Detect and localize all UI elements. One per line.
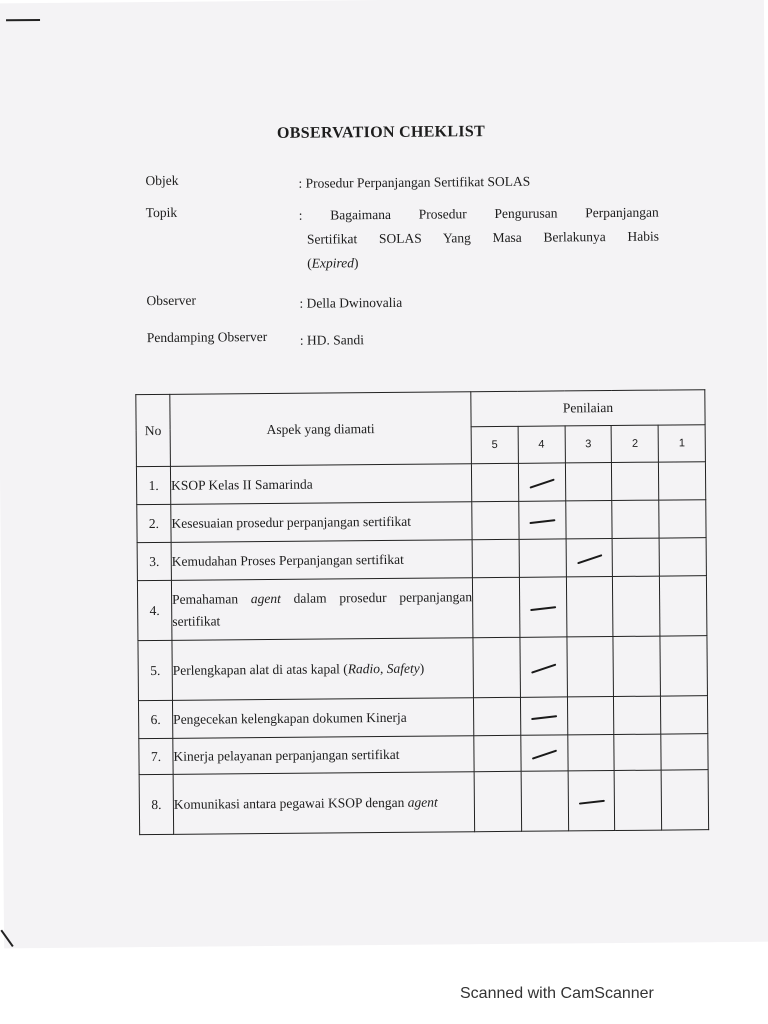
info-objek-label: Objek (145, 172, 179, 189)
score-cell-4 (520, 697, 567, 735)
info-pendamping-label: Pendamping Observer (146, 329, 268, 346)
row-number: 4. (137, 580, 172, 640)
checklist-body (136, 462, 708, 835)
score-cell-4 (520, 637, 567, 697)
score-cell-2 (612, 462, 659, 500)
score-cell-3 (567, 637, 614, 697)
topik-line-1: : Bagaimana Prosedur Pengurusan Perpanjangan (298, 204, 659, 223)
scanner-watermark: Scanned with CamScanner (460, 985, 654, 1002)
score-cell-2 (613, 576, 660, 636)
check-mark (531, 715, 557, 720)
document-title: OBSERVATION CHEKLIST (276, 123, 486, 142)
aspect-text: Pemahaman (172, 590, 251, 607)
row-aspect (173, 736, 474, 775)
check-mark (529, 519, 555, 524)
row-number: 2. (137, 504, 171, 542)
aspect-text: Kinerja pelayanan perpanjangan sertifikat (173, 746, 400, 764)
score-cell-1 (661, 734, 708, 770)
checklist-table (135, 389, 709, 835)
table-row (137, 538, 706, 581)
score-cell-2 (614, 770, 661, 830)
row-number: 7. (139, 738, 173, 774)
check-mark (529, 478, 554, 488)
header-score: 4 (518, 426, 565, 463)
score-cell-5 (473, 697, 520, 735)
score-cell-2 (614, 696, 661, 734)
aspect-text: KSOP Kelas II Samarinda (171, 476, 313, 493)
header-no: No (136, 394, 171, 466)
score-cell-1 (661, 770, 708, 830)
info-pendamping-value: : HD. Sandi (299, 332, 365, 348)
check-mark (530, 606, 556, 611)
score-cell-5 (472, 577, 519, 637)
table-row (139, 734, 708, 775)
row-aspect (173, 772, 475, 835)
score-cell-4 (521, 735, 568, 771)
table-row (139, 770, 709, 835)
header-aspect: Aspek yang diamati (170, 392, 472, 467)
row-aspect (171, 578, 473, 641)
score-cell-5 (471, 463, 518, 501)
score-cell-2 (612, 538, 659, 576)
aspect-text: agent (250, 590, 281, 606)
header-score: 5 (471, 426, 518, 463)
score-cell-3 (567, 697, 614, 735)
topik-line-2: Sertifikat SOLAS Yang Masa Berlakunya Habis (306, 228, 660, 247)
check-mark (578, 799, 604, 804)
score-cell-3 (565, 463, 612, 501)
header-score: 1 (658, 425, 705, 462)
table-row (138, 696, 707, 739)
score-cell-1 (659, 538, 706, 576)
score-cell-3 (566, 539, 613, 577)
aspect-text: ) (419, 660, 425, 676)
edge-mark (0, 930, 13, 947)
aspect-text: Komunikasi antara pegawai KSOP dengan (173, 794, 408, 812)
header-penilaian: Penilaian (471, 390, 705, 427)
score-cell-1 (659, 500, 706, 538)
score-cell-5 (472, 501, 519, 539)
topik-line-3-open: ( (307, 255, 312, 271)
score-cell-2 (614, 734, 661, 770)
row-number: 5. (138, 640, 173, 700)
topik-line-3-close: ) (353, 255, 359, 271)
row-aspect (171, 502, 472, 543)
check-mark (531, 663, 556, 673)
info-objek-value: : Prosedur Perpanjangan Sertifikat SOLAS (298, 173, 531, 191)
aspect-text: Perlengkapan alat di atas kapal ( (172, 660, 348, 678)
row-number: 3. (137, 542, 171, 580)
info-observer-value: : Della Dwinovalia (299, 294, 403, 311)
table-row (136, 462, 705, 505)
score-cell-2 (613, 636, 660, 696)
info-topik-value (299, 201, 660, 276)
score-cell-5 (474, 735, 521, 771)
aspect-text: Kemudahan Proses Perpanjangan sertifikat (171, 551, 404, 569)
info-topik-label: Topik (145, 204, 178, 221)
score-cell-3 (568, 770, 615, 830)
aspect-text: Kesesuaian prosedur perpanjangan sertifikat (171, 513, 412, 531)
score-cell-3 (565, 501, 612, 539)
row-aspect (172, 698, 473, 739)
score-cell-4 (521, 771, 568, 831)
corner-mark (6, 19, 40, 21)
score-cell-1 (660, 636, 707, 696)
aspect-text: dalam prosedur perpanjangan sertifikat (172, 588, 473, 629)
row-aspect (172, 638, 474, 701)
check-mark (532, 749, 557, 759)
score-cell-3 (567, 735, 614, 771)
header-score: 2 (611, 425, 658, 462)
score-cell-5 (472, 539, 519, 577)
header-score: 3 (565, 426, 612, 463)
score-cell-1 (661, 696, 708, 734)
aspect-text: Pengecekan kelengkapan dokumen Kinerja (173, 709, 407, 727)
score-cell-3 (566, 577, 613, 637)
aspect-text: Radio, Safety (347, 660, 420, 676)
topik-line-3-italic: Expired (311, 255, 354, 271)
row-number: 1. (136, 466, 170, 504)
info-observer-label: Observer (146, 292, 197, 309)
check-mark (577, 554, 602, 564)
score-cell-1 (659, 462, 706, 500)
score-cell-4 (519, 501, 566, 539)
score-cell-4 (518, 463, 565, 501)
score-cell-1 (660, 576, 707, 636)
table-row (138, 636, 708, 701)
table-row (137, 500, 706, 543)
aspect-text: agent (407, 794, 438, 810)
topik-line-3 (299, 249, 659, 276)
score-cell-5 (474, 771, 521, 831)
score-cell-4 (519, 539, 566, 577)
row-aspect (171, 540, 472, 581)
row-number: 6. (138, 700, 172, 738)
table-row (137, 576, 707, 641)
score-cell-5 (473, 637, 520, 697)
score-cell-2 (612, 500, 659, 538)
score-cell-4 (519, 577, 566, 637)
row-aspect (170, 464, 471, 505)
row-number: 8. (139, 774, 174, 834)
